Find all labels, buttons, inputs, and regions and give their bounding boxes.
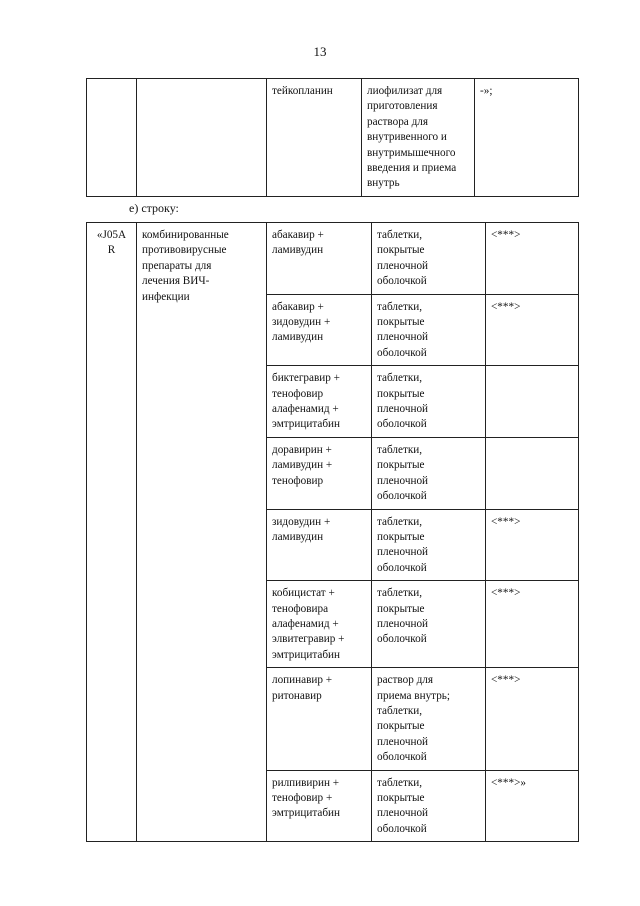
note-cell (486, 437, 579, 509)
drug-name: рилпивирин + тенофовир + эмтрицитабин (272, 776, 341, 820)
dosage-form: таблетки, покрытые пленочной оболочкой (377, 515, 429, 574)
group-name: комбинированные противовирусные препараты для лечения ВИЧ- инфекции (142, 229, 229, 303)
dosage-form: таблетки, покрытые пленочной оболочкой (377, 372, 429, 431)
drug-name: лопинавир + ритонавир (272, 674, 333, 702)
code-cell (87, 223, 137, 842)
drug-cell (267, 509, 372, 581)
dosage-form: таблетки, покрытые пленочной оболочкой (377, 776, 429, 835)
drug-name: биктегравир + тенофовир алафенамид + эмтрицитабин (272, 372, 341, 431)
note-text: <***> (491, 300, 521, 313)
note-text: -»; (480, 85, 493, 97)
group-cell (137, 79, 267, 197)
drug-cell (267, 668, 372, 770)
drug-cell (267, 223, 372, 295)
dosage-form: лиофилизат для приготовления раствора для внутривенного и внутримышечного введения и приема внутрь (367, 85, 457, 190)
drug-cell (267, 437, 372, 509)
note-cell (486, 668, 579, 770)
dosage-form: таблетки, покрытые пленочной оболочкой (377, 443, 429, 503)
note-cell (486, 366, 579, 438)
note-cell (486, 223, 579, 295)
drug-cell (267, 366, 372, 438)
dosage-form: таблетки, покрытые пленочной оболочкой (377, 300, 429, 359)
note-cell (486, 581, 579, 668)
note-text: <***> (491, 674, 521, 687)
drug-name: абакавир + ламивудин (272, 229, 324, 257)
dosage-form: таблетки, покрытые пленочной оболочкой (377, 229, 429, 288)
page-number: 13 (313, 44, 327, 59)
form-cell (372, 223, 486, 295)
note-cell (486, 770, 579, 842)
form-cell (372, 366, 486, 438)
table-row (87, 79, 579, 197)
form-cell (372, 294, 486, 366)
form-cell (372, 770, 486, 842)
table-row (87, 223, 579, 295)
form-cell (372, 668, 486, 770)
note-text: <***> (491, 515, 521, 528)
note-text: <***>» (491, 776, 526, 789)
drug-cell (267, 79, 362, 197)
drug-cell (267, 581, 372, 668)
drug-name: доравирин + ламивудин + тенофовир (272, 443, 333, 487)
note-text: <***> (491, 229, 521, 241)
drug-cell (267, 294, 372, 366)
drug-cell (267, 770, 372, 842)
drug-name: зидовудин + ламивудин (272, 515, 331, 543)
drug-name: абакавир + зидовудин + ламивудин (272, 300, 331, 344)
group-cell (137, 223, 267, 842)
top-table (86, 78, 579, 197)
note-cell (486, 509, 579, 581)
section-label: е) строку: (129, 201, 179, 215)
form-cell (372, 581, 486, 668)
drug-name: кобицистат + тенофовира алафенамид + элвитегравир + эмтрицитабин (272, 587, 345, 661)
code-cell (87, 79, 137, 197)
note-cell (475, 79, 579, 197)
dosage-form: раствор для приема внутрь; таблетки, покрытые пленочной оболочкой (377, 674, 450, 764)
main-table-body (87, 223, 579, 842)
drug-name: тейкопланин (272, 85, 333, 97)
form-cell (372, 437, 486, 509)
note-text: <***> (491, 587, 521, 600)
dosage-form: таблетки, покрытые пленочной оболочкой (377, 587, 429, 646)
note-cell (486, 294, 579, 366)
atc-code: «J05A R (96, 229, 127, 257)
main-table (86, 222, 579, 842)
form-cell (372, 509, 486, 581)
form-cell (362, 79, 475, 197)
